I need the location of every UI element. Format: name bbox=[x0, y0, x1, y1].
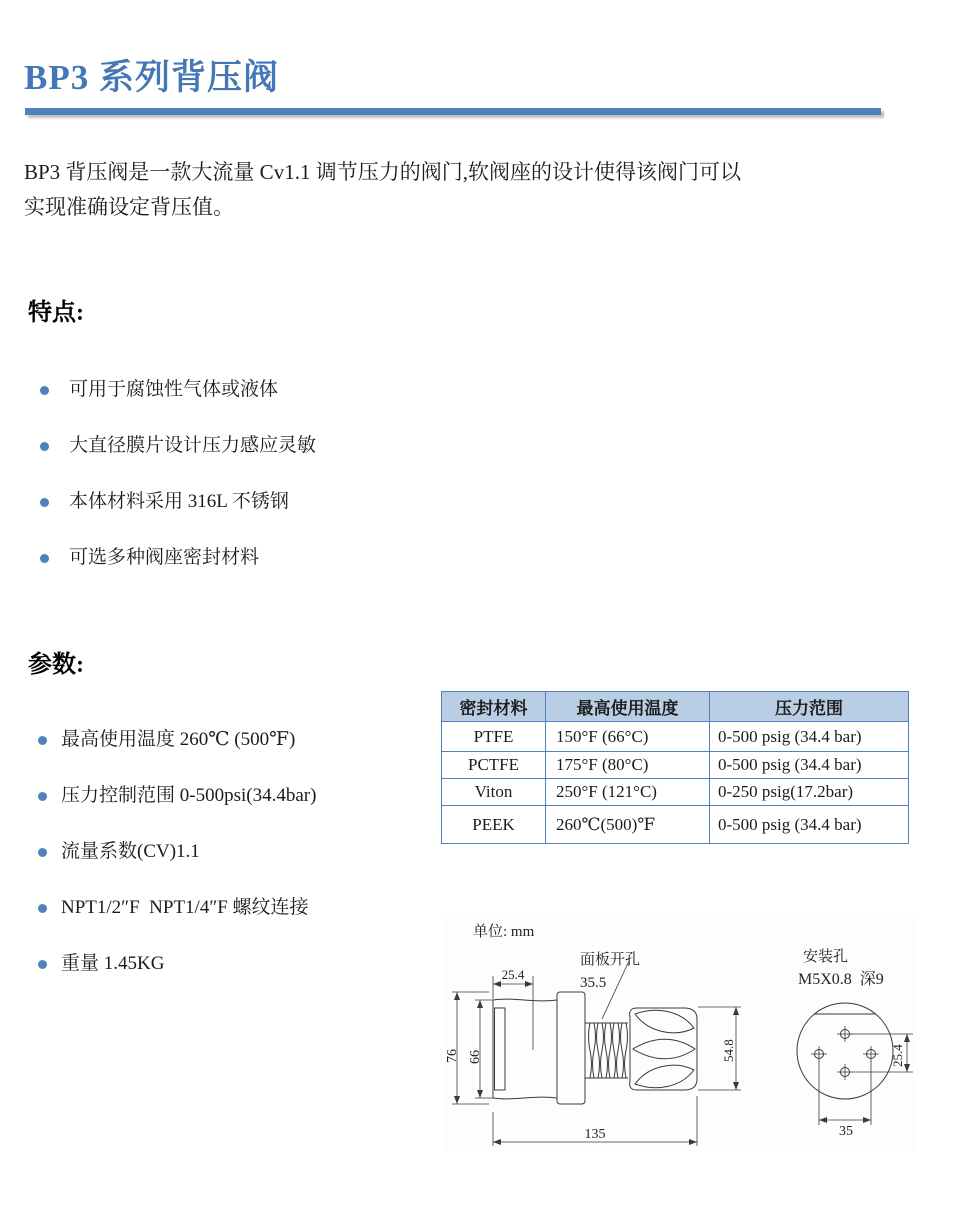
param-item-text: 流量系数(CV)1.1 bbox=[61, 841, 200, 862]
intro-paragraph bbox=[24, 155, 894, 225]
features-heading: 特点: bbox=[28, 300, 84, 326]
params-list bbox=[38, 730, 316, 1010]
page-title: BP3 系列背压阀 bbox=[24, 58, 279, 97]
feature-item-text: 可选多种阀座密封材料 bbox=[69, 547, 260, 568]
param-item-text: NPT1/2″F NPT1/4″F 螺纹连接 bbox=[61, 897, 309, 918]
bullet-icon bbox=[40, 498, 49, 507]
seal-material-spec-table bbox=[441, 691, 909, 844]
dim-label-66: 66 bbox=[468, 1050, 483, 1064]
feature-item-text: 大直径膜片设计压力感应灵敏 bbox=[69, 435, 317, 456]
param-item-text: 压力控制范围 0-500psi(34.4bar) bbox=[61, 785, 317, 806]
feature-item-text: 本体材料采用 316L 不锈钢 bbox=[69, 491, 289, 512]
feature-item bbox=[40, 380, 316, 400]
dim-label-135: 135 bbox=[584, 1127, 606, 1142]
table-cell: PEEK bbox=[442, 806, 546, 844]
spec-table-header-cell: 最高使用温度 bbox=[546, 692, 710, 722]
dim-label-25-4: 25.4 bbox=[501, 967, 525, 982]
table-cell: 0-500 psig (34.4 bar) bbox=[710, 752, 909, 779]
feature-item bbox=[40, 436, 316, 456]
param-item bbox=[38, 730, 316, 750]
bullet-icon bbox=[38, 904, 47, 913]
intro-line: 实现准确设定背压值。 bbox=[24, 195, 234, 219]
table-cell: 0-500 psig (34.4 bar) bbox=[710, 806, 909, 844]
table-row bbox=[442, 722, 909, 752]
bullet-icon bbox=[40, 554, 49, 563]
table-cell: PCTFE bbox=[442, 752, 546, 779]
param-item bbox=[38, 954, 316, 974]
mounting-hole-drawing bbox=[797, 1003, 913, 1139]
feature-item-text: 可用于腐蚀性气体或液体 bbox=[69, 379, 279, 400]
dim-label-54-8: 54.8 bbox=[721, 1039, 736, 1062]
table-cell: 0-500 psig (34.4 bar) bbox=[710, 722, 909, 752]
param-item-text: 重量 1.45KG bbox=[61, 953, 165, 974]
table-row bbox=[442, 806, 909, 844]
bullet-icon bbox=[38, 848, 47, 857]
table-cell: 250°F (121°C) bbox=[546, 779, 710, 806]
mount-hole bbox=[837, 1026, 853, 1042]
table-cell: 0-250 psig(17.2bar) bbox=[710, 779, 909, 806]
dim-label-76: 76 bbox=[445, 1049, 460, 1063]
dim-label-hole-25-4: 25.4 bbox=[890, 1044, 905, 1067]
title-divider-rule bbox=[25, 108, 881, 115]
unit-label: 单位: mm bbox=[473, 924, 535, 940]
param-item bbox=[38, 786, 316, 806]
panel-cutout-label: 面板开孔 bbox=[580, 952, 641, 968]
table-cell: 260℃(500)℉ bbox=[546, 806, 710, 844]
mounting-hole-label: 安装孔 bbox=[803, 949, 849, 965]
bullet-icon bbox=[38, 792, 47, 801]
table-cell: Viton bbox=[442, 779, 546, 806]
bullet-icon bbox=[40, 386, 49, 395]
params-heading: 参数: bbox=[28, 652, 84, 678]
bullet-icon bbox=[38, 736, 47, 745]
table-header-row bbox=[442, 692, 909, 722]
spec-table-header-cell: 压力范围 bbox=[710, 692, 909, 722]
feature-item bbox=[40, 492, 316, 512]
panel-cutout-value: 35.5 bbox=[580, 975, 607, 991]
param-item-text: 最高使用温度 260℃ (500℉) bbox=[61, 729, 296, 750]
param-item bbox=[38, 842, 316, 862]
valve-side-view-drawing bbox=[493, 992, 697, 1104]
table-cell: 175°F (80°C) bbox=[546, 752, 710, 779]
table-cell: 150°F (66°C) bbox=[546, 722, 710, 752]
technical-drawing bbox=[445, 915, 917, 1152]
table-row bbox=[442, 752, 909, 779]
mounting-hole-spec: M5X0.8 深9 bbox=[798, 971, 884, 988]
mount-hole bbox=[837, 1064, 853, 1080]
spec-table-header-cell: 密封材料 bbox=[442, 692, 546, 722]
intro-line: BP3 背压阀是一款大流量 Cv1.1 调节压力的阀门,软阀座的设计使得该阀门可以 bbox=[24, 160, 741, 184]
table-row bbox=[442, 779, 909, 806]
mount-hole bbox=[811, 1046, 827, 1062]
table-cell: PTFE bbox=[442, 722, 546, 752]
param-item bbox=[38, 898, 316, 918]
dim-label-35: 35 bbox=[839, 1124, 853, 1139]
bullet-icon bbox=[40, 442, 49, 451]
feature-item bbox=[40, 548, 316, 568]
mount-hole bbox=[863, 1046, 879, 1062]
features-list bbox=[40, 380, 316, 604]
bullet-icon bbox=[38, 960, 47, 969]
